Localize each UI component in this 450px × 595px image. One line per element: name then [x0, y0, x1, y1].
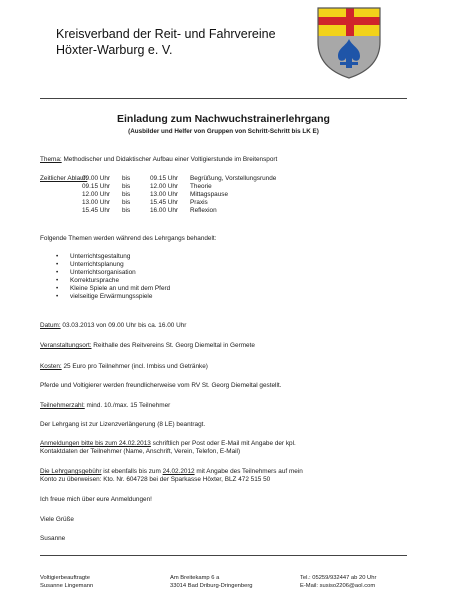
header-divider — [40, 98, 407, 99]
kosten-label: Kosten: — [40, 363, 62, 370]
gebuehr-line — [40, 468, 303, 476]
teilnehmer-line — [40, 402, 170, 410]
anmeldung-label: Anmeldungen bitte bis zum 24.02.2013 — [40, 440, 151, 447]
datum-line — [40, 322, 186, 330]
gruesse-line: Viele Grüße — [40, 516, 74, 523]
gebuehr-label: Die Lehrgangsgebühr — [40, 468, 102, 475]
schedule-bis: bis — [122, 175, 131, 182]
themen-intro: Folgende Themen werden während des Lehrgangs behandelt: — [40, 235, 217, 242]
document-title: Einladung zum Nachwuchstrainerlehrgang — [117, 113, 330, 125]
schedule-bis: bis — [122, 183, 131, 190]
footer-phone: Tel.: 05259/932447 ab 20 Uhr — [300, 575, 377, 581]
bullet-icon: • — [56, 285, 59, 292]
footer-role: Voltigierbeauftragte — [40, 575, 90, 581]
thema-text: Methodischer und Didaktischer Aufbau einer Voltigierstunde im Breitensport — [61, 156, 278, 163]
kosten-line — [40, 363, 208, 371]
pferde-line: Pferde und Voltigierer werden freundlicherweise vom RV St. Georg Diemeltal gestellt. — [40, 382, 282, 389]
footer-city: 33014 Bad Driburg-Dringenberg — [170, 583, 253, 589]
lizenz-line: Der Lehrgang ist zur Lizenzverlängerung (8 LE) beantragt. — [40, 421, 206, 428]
list-item-text: Unterrichtsgestaltung — [70, 253, 131, 260]
list-item-text: Unterrichtsorganisation — [70, 269, 136, 276]
schedule-item: Praxis — [190, 199, 208, 206]
list-item-text: Kleine Spiele an und mit dem Pferd — [70, 285, 171, 292]
coat-of-arms-logo — [316, 6, 382, 80]
document-subtitle: (Ausbilder und Helfer von Gruppen von Schritt-Schritt bis LK E) — [128, 128, 319, 135]
schedule-from: 12.00 Uhr — [82, 191, 111, 198]
ort-label: Veranstaltungsort: — [40, 342, 92, 349]
list-item — [56, 269, 170, 277]
schedule-item: Reflexion — [190, 207, 217, 214]
footer-street: Am Breitekamp 6 a — [170, 575, 220, 581]
list-item — [56, 277, 170, 285]
datum-text: 03.03.2013 von 09.00 Uhr bis ca. 16.00 Uhr — [60, 322, 187, 329]
schedule-bis: bis — [122, 199, 131, 206]
schedule-to: 13.00 Uhr — [150, 191, 179, 198]
bullet-icon: • — [56, 261, 59, 268]
bullet-icon: • — [56, 277, 59, 284]
schedule-item: Mittagspause — [190, 191, 229, 198]
organization-name — [56, 26, 276, 58]
list-item — [56, 293, 170, 301]
list-item-text: vielseitige Erwärmungsspiele — [70, 293, 153, 300]
list-item-text: Unterrichtsplanung — [70, 261, 124, 268]
bullet-icon: • — [56, 293, 59, 300]
teilnehmer-label: Teilnehmerzahl: — [40, 402, 85, 409]
anmeldung-line — [40, 440, 296, 448]
footer-left — [40, 574, 93, 590]
datum-label: Datum: — [40, 322, 61, 329]
signature-name: Susanne — [40, 535, 66, 542]
thema-label: Thema: — [40, 156, 62, 163]
kosten-text: 25 Euro pro Teilnehmer (incl. Imbiss und Getränke) — [61, 363, 208, 370]
footer-divider — [40, 555, 407, 556]
schedule-to: 16.00 Uhr — [150, 207, 179, 214]
org-line-1: Kreisverband der Reit- und Fahrvereine — [56, 27, 276, 41]
schedule-bis: bis — [122, 207, 131, 214]
schedule-to: 15.45 Uhr — [150, 199, 179, 206]
gebuehr-line-2: Konto zu überweisen: Kto. Nr. 604728 bei der Sparkasse Höxter, BLZ 472 515 50 — [40, 476, 271, 483]
schedule-bis: bis — [122, 191, 131, 198]
schedule-from: 15.45 Uhr — [82, 207, 111, 214]
list-item — [56, 261, 170, 269]
topic-list — [56, 253, 170, 301]
schedule-item: Theorie — [190, 183, 212, 190]
ort-line — [40, 342, 255, 350]
schedule-from: 13.00 Uhr — [82, 199, 111, 206]
list-item — [56, 253, 170, 261]
anmeldung-text: schriftlich per Post oder E-Mail mit Angabe der kpl. — [150, 440, 296, 447]
footer-contact — [300, 574, 376, 590]
bullet-icon: • — [56, 253, 59, 260]
schedule-item: Begrüßung, Vorstellungsrunde — [190, 175, 277, 182]
gebuehr-date: 24.02.2012 — [162, 468, 195, 475]
schedule-table — [82, 175, 276, 215]
org-line-2: Höxter-Warburg e. V. — [56, 43, 173, 57]
gebuehr-mid: ist ebenfalls bis zum — [101, 468, 163, 475]
list-item — [56, 285, 170, 293]
footer-address — [170, 574, 253, 590]
schedule-row — [82, 207, 276, 215]
schedule-row — [82, 183, 276, 191]
footer-person: Susanne Lingemann — [40, 583, 94, 589]
ort-text: Reithalle des Reitvereins St. Georg Diemeltal in Germete — [91, 342, 255, 349]
bullet-icon: • — [56, 269, 59, 276]
schedule-row — [82, 191, 276, 199]
teilnehmer-text: mind. 10./max. 15 Teilnehmer — [84, 402, 171, 409]
gebuehr-rest: mit Angabe des Teilnehmers auf mein — [194, 468, 303, 475]
footer-email: E-Mail: susiso2206@aol.com — [300, 583, 376, 589]
schedule-from: 09.00 Uhr — [82, 175, 111, 182]
list-item-text: Korrektursprache — [70, 277, 120, 284]
schedule-from: 09.15 Uhr — [82, 183, 111, 190]
schedule-row — [82, 175, 276, 183]
ablauf-label: Zeitlicher Ablauf: — [40, 175, 88, 182]
schedule-to: 09.15 Uhr — [150, 175, 179, 182]
anmeldung-line-2: Kontaktdaten der Teilnehmer (Name, Anschrift, Verein, Telefon, E-Mail) — [40, 448, 241, 455]
schedule-row — [82, 199, 276, 207]
schedule-to: 12.00 Uhr — [150, 183, 179, 190]
freue-line: Ich freue mich über eure Anmeldungen! — [40, 496, 152, 503]
thema-line — [40, 156, 277, 164]
